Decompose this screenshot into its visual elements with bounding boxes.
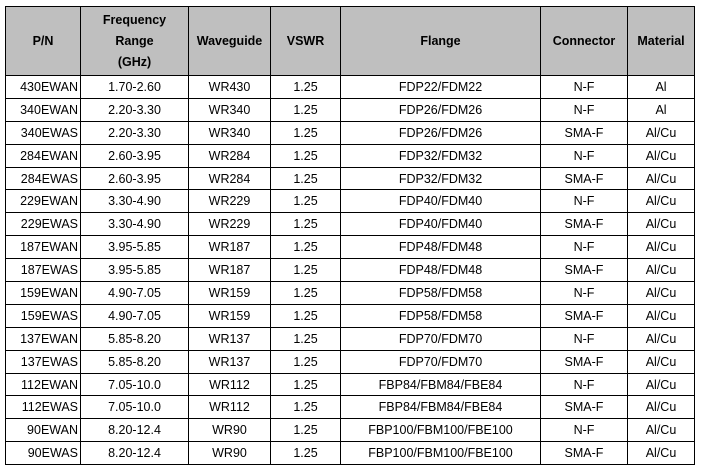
header-frequency-range bbox=[81, 7, 189, 76]
table-row bbox=[6, 259, 695, 282]
cell-frequency-range: 7.05-10.0 bbox=[81, 396, 189, 419]
cell-flange: FDP26/FDM26 bbox=[341, 121, 541, 144]
table-row bbox=[6, 304, 695, 327]
header-material: Material bbox=[628, 7, 695, 76]
cell-frequency-range: 2.20-3.30 bbox=[81, 121, 189, 144]
cell-waveguide: WR137 bbox=[189, 327, 271, 350]
header-row bbox=[6, 7, 695, 76]
cell-material: Al bbox=[628, 98, 695, 121]
cell-waveguide: WR284 bbox=[189, 167, 271, 190]
table-row bbox=[6, 442, 695, 465]
cell-waveguide: WR229 bbox=[189, 190, 271, 213]
cell-material: Al/Cu bbox=[628, 350, 695, 373]
cell-connector: N-F bbox=[541, 76, 628, 99]
cell-vswr: 1.25 bbox=[271, 419, 341, 442]
table-row bbox=[6, 76, 695, 99]
cell-pn: 430EWAN bbox=[6, 76, 81, 99]
cell-material: Al/Cu bbox=[628, 144, 695, 167]
cell-material: Al/Cu bbox=[628, 396, 695, 419]
cell-pn: 187EWAS bbox=[6, 259, 81, 282]
cell-vswr: 1.25 bbox=[271, 350, 341, 373]
cell-waveguide: WR430 bbox=[189, 76, 271, 99]
cell-connector: N-F bbox=[541, 419, 628, 442]
cell-flange: FDP40/FDM40 bbox=[341, 213, 541, 236]
cell-frequency-range: 2.60-3.95 bbox=[81, 167, 189, 190]
cell-waveguide: WR90 bbox=[189, 419, 271, 442]
cell-pn: 137EWAS bbox=[6, 350, 81, 373]
cell-vswr: 1.25 bbox=[271, 213, 341, 236]
cell-waveguide: WR284 bbox=[189, 144, 271, 167]
cell-pn: 340EWAS bbox=[6, 121, 81, 144]
cell-material: Al/Cu bbox=[628, 167, 695, 190]
cell-pn: 159EWAS bbox=[6, 304, 81, 327]
cell-vswr: 1.25 bbox=[271, 76, 341, 99]
cell-frequency-range: 1.70-2.60 bbox=[81, 76, 189, 99]
table-row bbox=[6, 419, 695, 442]
cell-pn: 90EWAS bbox=[6, 442, 81, 465]
cell-connector: N-F bbox=[541, 373, 628, 396]
cell-pn: 187EWAN bbox=[6, 236, 81, 259]
header-connector: Connector bbox=[541, 7, 628, 76]
header-frequency-line2: Range bbox=[115, 33, 154, 48]
cell-frequency-range: 2.60-3.95 bbox=[81, 144, 189, 167]
cell-material: Al/Cu bbox=[628, 213, 695, 236]
header-pn: P/N bbox=[6, 7, 81, 76]
cell-connector: SMA-F bbox=[541, 259, 628, 282]
cell-connector: SMA-F bbox=[541, 350, 628, 373]
spec-table bbox=[5, 6, 695, 465]
cell-connector: N-F bbox=[541, 190, 628, 213]
cell-vswr: 1.25 bbox=[271, 121, 341, 144]
cell-connector: N-F bbox=[541, 327, 628, 350]
cell-waveguide: WR112 bbox=[189, 373, 271, 396]
cell-flange: FDP26/FDM26 bbox=[341, 98, 541, 121]
cell-material: Al/Cu bbox=[628, 419, 695, 442]
cell-material: Al/Cu bbox=[628, 304, 695, 327]
cell-vswr: 1.25 bbox=[271, 144, 341, 167]
cell-frequency-range: 3.30-4.90 bbox=[81, 190, 189, 213]
cell-material: Al/Cu bbox=[628, 190, 695, 213]
cell-material: Al/Cu bbox=[628, 259, 695, 282]
cell-waveguide: WR112 bbox=[189, 396, 271, 419]
cell-flange: FDP32/FDM32 bbox=[341, 167, 541, 190]
cell-pn: 112EWAS bbox=[6, 396, 81, 419]
cell-connector: N-F bbox=[541, 236, 628, 259]
cell-flange: FBP84/FBM84/FBE84 bbox=[341, 373, 541, 396]
cell-material: Al bbox=[628, 76, 695, 99]
cell-vswr: 1.25 bbox=[271, 327, 341, 350]
cell-flange: FDP48/FDM48 bbox=[341, 236, 541, 259]
cell-frequency-range: 3.30-4.90 bbox=[81, 213, 189, 236]
cell-flange: FDP58/FDM58 bbox=[341, 282, 541, 305]
cell-material: Al/Cu bbox=[628, 442, 695, 465]
cell-vswr: 1.25 bbox=[271, 98, 341, 121]
cell-waveguide: WR137 bbox=[189, 350, 271, 373]
table-row bbox=[6, 236, 695, 259]
cell-material: Al/Cu bbox=[628, 282, 695, 305]
cell-material: Al/Cu bbox=[628, 121, 695, 144]
cell-flange: FDP40/FDM40 bbox=[341, 190, 541, 213]
table-row bbox=[6, 350, 695, 373]
cell-flange: FBP100/FBM100/FBE100 bbox=[341, 442, 541, 465]
cell-frequency-range: 4.90-7.05 bbox=[81, 304, 189, 327]
cell-waveguide: WR340 bbox=[189, 121, 271, 144]
cell-vswr: 1.25 bbox=[271, 282, 341, 305]
cell-frequency-range: 3.95-5.85 bbox=[81, 259, 189, 282]
table-row bbox=[6, 98, 695, 121]
header-waveguide: Waveguide bbox=[189, 7, 271, 76]
cell-connector: SMA-F bbox=[541, 167, 628, 190]
cell-waveguide: WR187 bbox=[189, 259, 271, 282]
cell-flange: FDP58/FDM58 bbox=[341, 304, 541, 327]
cell-frequency-range: 2.20-3.30 bbox=[81, 98, 189, 121]
cell-frequency-range: 3.95-5.85 bbox=[81, 236, 189, 259]
cell-flange: FDP70/FDM70 bbox=[341, 327, 541, 350]
table-header bbox=[6, 7, 695, 76]
cell-vswr: 1.25 bbox=[271, 236, 341, 259]
cell-material: Al/Cu bbox=[628, 373, 695, 396]
table-row bbox=[6, 213, 695, 236]
cell-pn: 229EWAN bbox=[6, 190, 81, 213]
cell-vswr: 1.25 bbox=[271, 442, 341, 465]
cell-flange: FDP32/FDM32 bbox=[341, 144, 541, 167]
cell-frequency-range: 5.85-8.20 bbox=[81, 350, 189, 373]
cell-pn: 90EWAN bbox=[6, 419, 81, 442]
cell-vswr: 1.25 bbox=[271, 373, 341, 396]
cell-vswr: 1.25 bbox=[271, 190, 341, 213]
cell-connector: SMA-F bbox=[541, 396, 628, 419]
cell-waveguide: WR187 bbox=[189, 236, 271, 259]
cell-waveguide: WR340 bbox=[189, 98, 271, 121]
cell-flange: FDP70/FDM70 bbox=[341, 350, 541, 373]
cell-frequency-range: 8.20-12.4 bbox=[81, 419, 189, 442]
cell-connector: N-F bbox=[541, 98, 628, 121]
cell-vswr: 1.25 bbox=[271, 259, 341, 282]
header-flange: Flange bbox=[341, 7, 541, 76]
cell-frequency-range: 4.90-7.05 bbox=[81, 282, 189, 305]
cell-connector: N-F bbox=[541, 144, 628, 167]
cell-pn: 284EWAS bbox=[6, 167, 81, 190]
cell-pn: 137EWAN bbox=[6, 327, 81, 350]
table-row bbox=[6, 282, 695, 305]
cell-connector: SMA-F bbox=[541, 121, 628, 144]
table-row bbox=[6, 327, 695, 350]
cell-flange: FBP100/FBM100/FBE100 bbox=[341, 419, 541, 442]
table-body bbox=[6, 76, 695, 465]
cell-frequency-range: 7.05-10.0 bbox=[81, 373, 189, 396]
table-row bbox=[6, 373, 695, 396]
header-frequency-line3: (GHz) bbox=[117, 54, 152, 69]
cell-pn: 229EWAS bbox=[6, 213, 81, 236]
cell-connector: SMA-F bbox=[541, 442, 628, 465]
cell-connector: SMA-F bbox=[541, 304, 628, 327]
cell-waveguide: WR90 bbox=[189, 442, 271, 465]
table-row bbox=[6, 167, 695, 190]
cell-flange: FDP48/FDM48 bbox=[341, 259, 541, 282]
cell-waveguide: WR159 bbox=[189, 282, 271, 305]
cell-waveguide: WR159 bbox=[189, 304, 271, 327]
table-row bbox=[6, 121, 695, 144]
header-frequency-line1: Frequency bbox=[102, 12, 167, 27]
cell-vswr: 1.25 bbox=[271, 396, 341, 419]
cell-frequency-range: 8.20-12.4 bbox=[81, 442, 189, 465]
header-vswr: VSWR bbox=[271, 7, 341, 76]
cell-pn: 112EWAN bbox=[6, 373, 81, 396]
cell-pn: 340EWAN bbox=[6, 98, 81, 121]
cell-flange: FDP22/FDM22 bbox=[341, 76, 541, 99]
cell-connector: SMA-F bbox=[541, 213, 628, 236]
cell-vswr: 1.25 bbox=[271, 167, 341, 190]
cell-material: Al/Cu bbox=[628, 327, 695, 350]
cell-vswr: 1.25 bbox=[271, 304, 341, 327]
cell-pn: 284EWAN bbox=[6, 144, 81, 167]
table-row bbox=[6, 396, 695, 419]
cell-frequency-range: 5.85-8.20 bbox=[81, 327, 189, 350]
cell-material: Al/Cu bbox=[628, 236, 695, 259]
cell-pn: 159EWAN bbox=[6, 282, 81, 305]
table-row bbox=[6, 144, 695, 167]
cell-connector: N-F bbox=[541, 282, 628, 305]
cell-waveguide: WR229 bbox=[189, 213, 271, 236]
cell-flange: FBP84/FBM84/FBE84 bbox=[341, 396, 541, 419]
table-row bbox=[6, 190, 695, 213]
